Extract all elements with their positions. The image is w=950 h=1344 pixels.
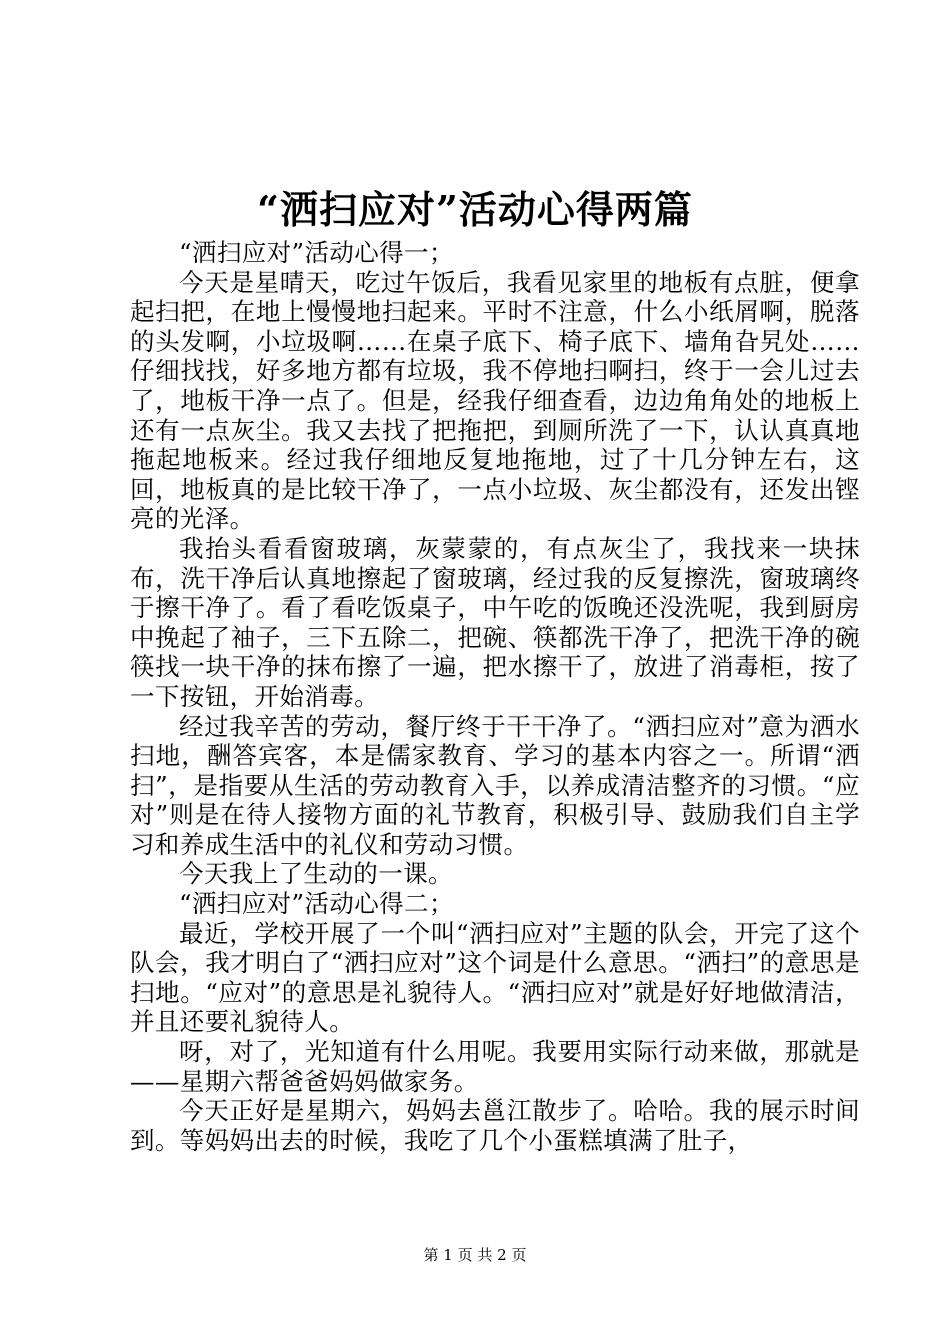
paragraph-heading-one: “洒扫应对”活动心得一； <box>179 238 454 267</box>
paragraph: 呀，对了，光知道有什么用呢。我要用实际行动来做，那就是——星期六帮爸爸妈妈做家务。 <box>130 1037 860 1096</box>
paragraph-heading-two: “洒扫应对”活动心得二； <box>179 889 454 919</box>
paragraph: 我抬头看看窗玻璃，灰蒙蒙的，有点灰尘了，我找来一块抹布，洗干净后认真地擦起了窗玻璃，经过我的反复擦洗，窗玻璃终于擦干净了。看了看吃饭桌子，中午吃的饭晚还没洗呢，我到厨房中挽起了袖子，三下五除二，把碗、筷都洗干净了，把洗干净的碗筷找一块干净的抹布擦了一遍，把水擦干了，放进了消毒柜，按了一下按钮，开始消毒。 <box>130 533 860 711</box>
page-number-footer: 第 1 页 共 2 页 <box>423 1246 527 1264</box>
paragraph: 今天我上了生动的一课。 <box>179 859 453 889</box>
paragraph: 经过我辛苦的劳动，餐厅终于干干净了。“洒扫应对”意为洒水扫地，酬答宾客，本是儒家教育、学习的基本内容之一。所谓“洒扫”，是指要从生活的劳动教育入手，以养成清洁整齐的习惯。“应对”则是在待人接物方面的礼节教育，积极引导、鼓励我们自主学习和养成生活中的礼仪和劳动习惯。 <box>130 711 860 859</box>
paragraph: 最近，学校开展了一个叫“洒扫应对”主题的队会，开完了这个队会，我才明白了“洒扫应对”这个词是什么意思。“洒扫”的意思是扫地。“应对”的意思是礼貌待人。“洒扫应对”就是好好地做清洁，并且还要礼貌待人。 <box>130 918 860 1037</box>
document-body <box>130 238 860 1155</box>
paragraph: 今天正好是星期六，妈妈去邕江散步了。哈哈。我的展示时间到。等妈妈出去的时候，我吃了几个小蛋糕填满了肚子， <box>130 1096 860 1155</box>
document-title: “洒扫应对”活动心得两篇 <box>257 187 693 232</box>
paragraph: 今天是星晴天，吃过午饭后，我看见家里的地板有点脏，便拿起扫把，在地上慢慢地扫起来。平时不注意，什么小纸屑啊，脱落的头发啊，小垃圾啊……在桌子底下、椅子底下、墙角旮旯处……仔细找找，好多地方都有垃圾，我不停地扫啊扫，终于一会儿过去了，地板干净一点了。但是，经我仔细查看，边边角角处的地板上还有一点灰尘。我又去找了把拖把，到厕所洗了一下，认认真真地拖起地板来。经过我仔细地反复地拖地，过了十几分钟左右，这回，地板真的是比较干净了，一点小垃圾、灰尘都没有，还发出铿亮的光泽。 <box>130 267 860 534</box>
